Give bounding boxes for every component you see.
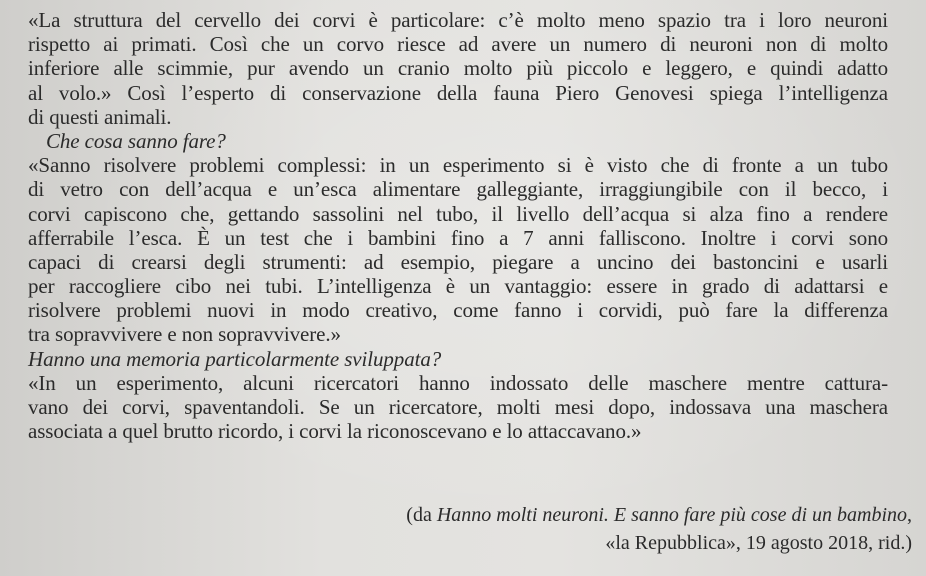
citation-line-2: «la Repubblica», 19 agosto 2018, rid.) (605, 532, 912, 554)
text-line: «Sanno risolvere problemi complessi: in un esperimento si è visto che di fronte a un tubo (28, 153, 888, 178)
text-line: al volo.» Così l’esperto di conservazione della fauna Piero Genovesi spiega l’intelligenza (28, 80, 888, 105)
citation-prefix: (da (406, 504, 437, 526)
interview-question-1: Che cosa sanno fare? (46, 128, 226, 153)
article-text (28, 8, 888, 443)
text-line: corvi capiscono che, gettando sassolini nel tubo, il livello dell’acqua si alza fino a rendere (28, 201, 888, 226)
text-line: associata a quel brutto ricordo, i corvi la riconoscevano e lo attaccavano.» (28, 419, 642, 444)
text-line: capaci di crearsi degli strumenti: ad esempio, piegare a uncino dei bastoncini e usarli (28, 249, 888, 274)
text-line: afferrabile l’esca. È un test che i bambini fino a 7 anni falliscono. Inoltre i corvi sono (28, 225, 888, 250)
text-line: di questi animali. (28, 104, 172, 129)
text-line: «In un esperimento, alcuni ricercatori hanno indossato delle maschere mentre cattura- (28, 370, 888, 395)
paragraph-answer-1 (28, 153, 888, 347)
citation-suffix: , (907, 504, 912, 526)
paragraph-intro (28, 8, 888, 129)
text-line: «La struttura del cervello dei corvi è particolare: c’è molto meno spazio tra i loro neuroni (28, 8, 888, 32)
text-line: vano dei corvi, spaventandoli. Se un ricercatore, molti mesi dopo, indossava una maschera (28, 395, 888, 419)
text-line: per raccogliere cibo nei tubi. L’intelligenza è un vantaggio: essere in grado di adattarsi e (28, 274, 888, 299)
paragraph-answer-2 (28, 371, 888, 444)
text-line: di vetro con dell’acqua e un’esca alimentare galleggiante, irraggiungibile con il becco, i (28, 177, 888, 202)
interview-question-2: Hanno una memoria particolarmente sviluppata? (28, 346, 442, 371)
citation-book-title: Hanno molti neuroni. E sanno fare più cose di un bambino (436, 504, 907, 526)
source-citation (406, 501, 912, 557)
text-line: risolvere problemi nuovi in modo creativo, come fanno i corvidi, può fare la differenza (28, 298, 888, 323)
text-line: inferiore alle scimmie, pur avendo un cranio molto più piccolo e leggero, e quindi adatto (28, 56, 888, 81)
text-line: rispetto ai primati. Così che un corvo riesce ad avere un numero di neuroni non di molto (28, 32, 888, 57)
citation-line-1 (406, 501, 912, 529)
text-line: tra sopravvivere e non sopravvivere.» (28, 322, 341, 347)
